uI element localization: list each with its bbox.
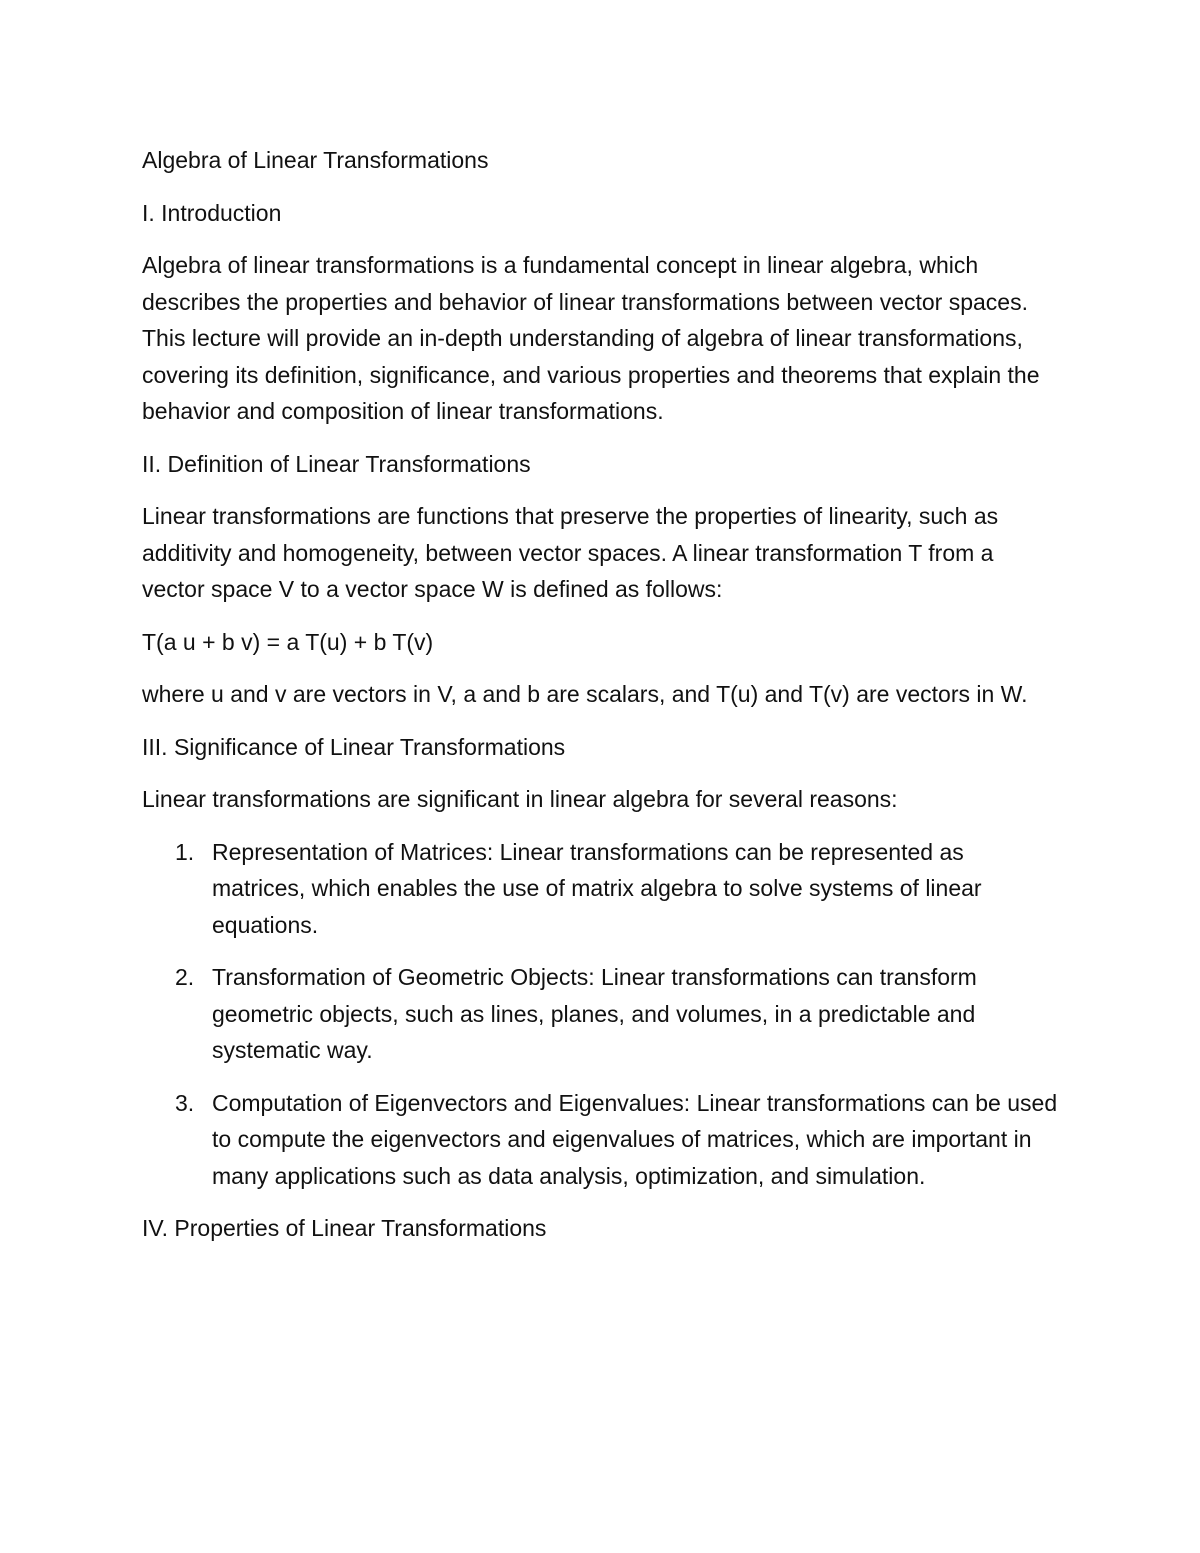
- list-item-text: Transformation of Geometric Objects: Linear transformations can transform geometric objects, such as lines, planes, and volumes, in a predictable and systematic way.: [212, 964, 977, 1063]
- list-item-text: Representation of Matrices: Linear transformations can be represented as matrices, which enables the use of matrix algebra to solve systems of linear equations.: [212, 838, 982, 938]
- list-item: [142, 959, 1062, 1069]
- significance-intro: Linear transformations are significant in linear algebra for several reasons:: [142, 786, 898, 812]
- definition-explanation: where u and v are vectors in V, a and b are scalars, and T(u) and T(v) are vectors in W.: [142, 681, 1028, 707]
- document-title: Algebra of Linear Transformations: [142, 147, 489, 173]
- linearity-formula: T(a u + b v) = a T(u) + b T(v): [142, 628, 434, 655]
- list-item: [142, 1085, 1062, 1195]
- section-heading-properties: IV. Properties of Linear Transformations: [142, 1215, 547, 1241]
- definition-paragraph: Linear transformations are functions that preserve the properties of linearity, such as additivity and homogeneity, between vector spaces. A linear transformation T from a vector space V to a vector space W is defined as follows:: [142, 503, 999, 602]
- section-heading-definition: II. Definition of Linear Transformations: [142, 450, 531, 477]
- document-body: [142, 142, 1062, 1263]
- list-item-number: 1.: [175, 838, 195, 865]
- list-item-text: Computation of Eigenvectors and Eigenvalues: Linear transformations can be used to compute the eigenvectors and eigenvalues of matrices, which are important in many applications such as data analysis, optimization, and simulation.: [212, 1089, 1058, 1189]
- section-heading-introduction: I. Introduction: [142, 199, 282, 226]
- section-heading-significance: III. Significance of Linear Transformations: [142, 733, 566, 760]
- list-item-number: 3.: [175, 1089, 195, 1116]
- list-item-number: 2.: [175, 964, 195, 990]
- list-item: [142, 834, 1062, 944]
- introduction-paragraph: Algebra of linear transformations is a fundamental concept in linear algebra, which describes the properties and behavior of linear transformations between vector spaces. This lecture will provide an in-depth understanding of algebra of linear transformations, covering its definition, significance, and various properties and theorems that explain the behavior and composition of linear transformations.: [142, 252, 1040, 424]
- significance-list: [142, 834, 1062, 1195]
